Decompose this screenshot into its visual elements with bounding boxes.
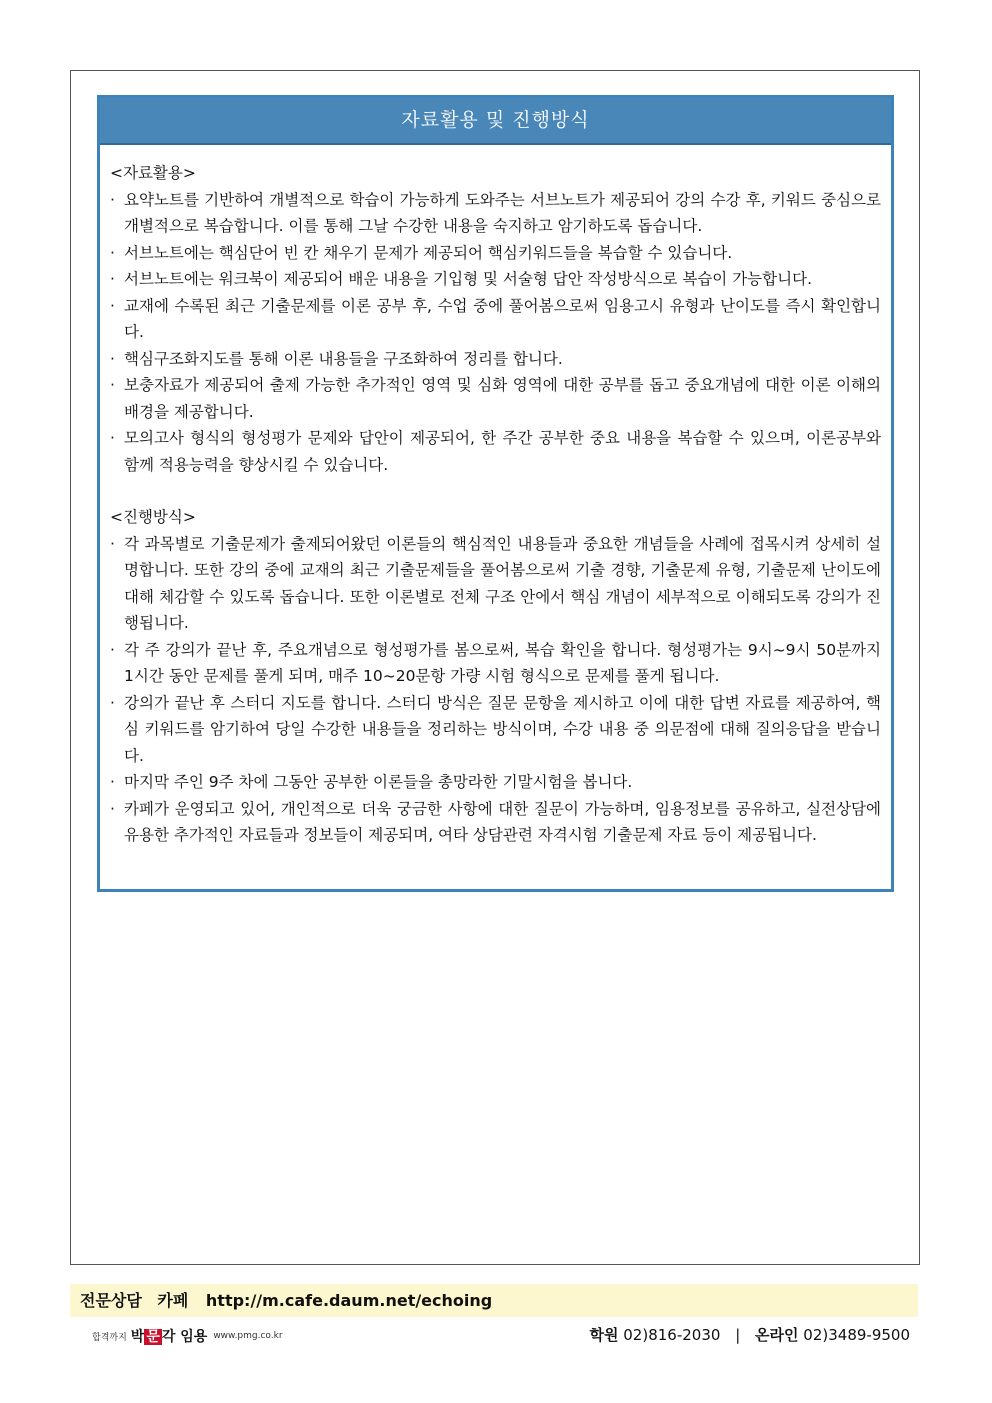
list-item [110,293,881,346]
bullet-marker: · [110,799,115,818]
bullet-marker: · [110,376,115,394]
list-item-text: 서브노트에는 워크북이 제공되어 배운 내용을 기입형 및 서술형 답안 작성방식으로 복습이 가능합니다. [124,270,812,288]
academy-label: 학원 [589,1326,619,1344]
list-item-text: 요약노트를 기반하여 개별적으로 학습이 가능하게 도와주는 서브노트가 제공되어 강의 수강 후, 키워드 중심으로 개별적으로 복습합니다. 이를 통해 그날 수강한 내용을 숙지하고 암기하도록 돕습니다. [124,190,881,235]
materials-list [110,187,881,479]
logo-url: www.pmg.co.kr [213,1331,283,1341]
list-item-text: 카페가 운영되고 있어, 개인적으로 더욱 궁금한 사항에 대한 질문이 가능하며, 임용정보를 공유하고, 실전상담에 유용한 추가적인 자료들과 정보들이 제공되며, 여타 상담관련 자격시험 기출문제 자료 등이 제공됩니다. [124,799,881,844]
list-item-text: 각 주 강의가 끝난 후, 주요개념으로 형성평가를 봄으로써, 복습 확인을 합니다. 형성평가는 9시~9시 50분까지 1시간 동안 문제를 풀게 되며, 매주 10~20문항 가량 시험 형식으로 문제를 풀게 됩니다. [124,640,881,685]
bullet-marker: · [110,243,115,262]
contact-separator: | [735,1326,741,1344]
bullet-marker: · [110,773,115,791]
contact-info [589,1324,910,1345]
bullet-marker: · [110,429,115,447]
logo-brand-name: 박 문 각 임용 [130,1329,208,1345]
list-item-text: 강의가 끝난 후 스터디 지도를 합니다. 스터디 방식은 질문 문항을 제시하고 이에 대한 답변 자료를 제공하여, 핵심 키워드를 암기하여 당일 수강한 내용들을 정리하는 방식이며, 수강 내용 중 의문점에 대해 질의응답을 받습니다. [124,693,881,765]
list-item [110,796,881,849]
bullet-marker: · [110,190,115,209]
list-item [110,425,881,478]
list-item-text: 보충자료가 제공되어 출제 가능한 추가적인 영역 및 심화 영역에 대한 공부를 돕고 중요개념에 대한 이론 이해의 배경을 제공합니다. [124,376,881,421]
brand-logo [92,1324,283,1348]
box-title: 자료활용 및 진행방식 [100,98,891,145]
list-item [110,690,881,770]
bullet-marker: · [110,640,115,659]
list-item-text: 마지막 주인 9주 차에 그동안 공부한 이론들을 총망라한 기말시험을 봅니다. [124,773,633,791]
footer-label-counseling: 전문상담 [80,1291,142,1310]
section-heading-materials: <자료활용> [110,164,196,182]
bullet-marker: · [110,349,115,368]
list-item [110,266,881,293]
list-item-text: 서브노트에는 핵심단어 빈 칸 채우기 문제가 제공되어 핵심키워드들을 복습할 수 있습니다. [124,243,733,262]
box-body [100,145,891,849]
list-item [110,372,881,425]
bullet-marker: · [110,296,115,315]
info-box [97,95,894,892]
section-heading-process: <진행방식> [110,508,196,526]
cafe-url-link[interactable]: http://m.cafe.daum.net/echoing [205,1291,493,1310]
list-item [110,187,881,240]
logo-tagline: 합격까지 [92,1332,127,1343]
academy-phone: 02)816-2030 [623,1326,721,1344]
list-item-text: 교재에 수록된 최근 기출문제를 이론 공부 후, 수업 중에 풀어봄으로써 임용고시 유형과 난이도를 즉시 확인합니다. [124,296,881,341]
list-item-text: 핵심구조화지도를 통해 이론 내용들을 구조화하여 정리를 합니다. [124,349,563,368]
bullet-marker: · [110,693,115,712]
list-item [110,637,881,690]
online-label: 온라인 [755,1326,799,1344]
process-list [110,531,881,849]
list-item [110,346,881,373]
online-phone: 02)3489-9500 [803,1326,910,1344]
list-item [110,769,881,796]
list-item [110,531,881,637]
list-item [110,240,881,267]
footer-label-cafe: 카페 [157,1291,189,1310]
bullet-marker: · [110,270,115,288]
list-item-text: 모의고사 형식의 형성평가 문제와 답안이 제공되어, 한 주간 공부한 중요 내용을 복습할 수 있으며, 이론공부와 함께 적용능력을 향상시킬 수 있습니다. [124,429,881,474]
list-item-text: 각 과목별로 기출문제가 출제되어왔던 이론들의 핵심적인 내용들과 중요한 개념들을 사례에 접목시켜 상세히 설명합니다. 또한 강의 중에 교재의 최근 기출문제들을 풀어봄으로써 기출 경향, 기출문제 유형, 기출문제 난이도에 대해 체감할 수 있도록 돕습니다. 또한 이론별로 전체 구조 안에서 핵심 개념이 세부적으로 이해되도록 강의가 진행됩니다. [124,534,881,632]
footer-cafe-bar [70,1284,918,1317]
bullet-marker: · [110,534,115,553]
